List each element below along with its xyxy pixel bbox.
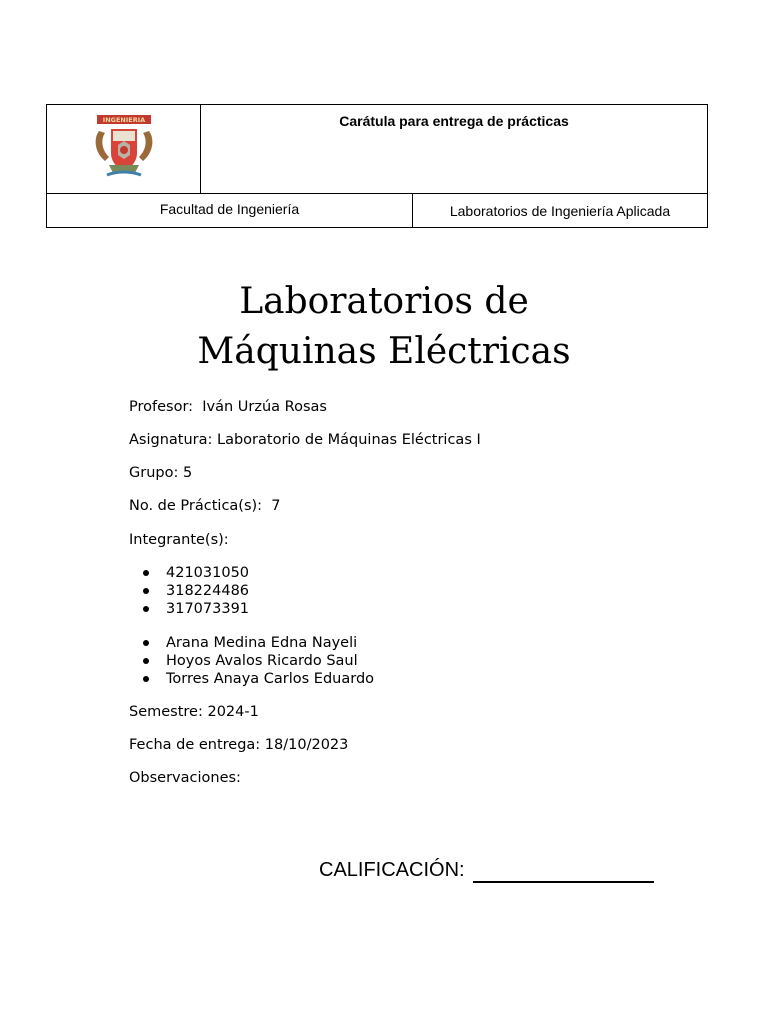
main-title-line-2: Máquinas Eléctricas: [197, 331, 571, 372]
grupo-field: Grupo: 5: [129, 465, 193, 481]
header-row-2: [47, 193, 707, 227]
faculty-name: Facultad de Ingeniería: [47, 194, 413, 228]
fecha-field: Fecha de entrega: 18/10/2023: [129, 737, 349, 753]
list-item: 317073391: [143, 600, 249, 618]
list-item: Torres Anaya Carlos Eduardo: [143, 670, 374, 688]
members-list: [143, 634, 374, 688]
unam-ingenieria-logo-icon: [91, 113, 157, 181]
calificacion-label: CALIFICACIÓN:: [319, 859, 465, 881]
list-item: Hoyos Avalos Ricardo Saul: [143, 652, 374, 670]
observaciones-label: Observaciones:: [129, 770, 241, 786]
calificacion-block: [319, 857, 654, 883]
semestre-field: Semestre: 2024-1: [129, 704, 259, 720]
cover-title: Carátula para entrega de prácticas: [339, 113, 569, 129]
list-item: 421031050: [143, 564, 249, 582]
integrantes-label: Integrante(s):: [129, 532, 229, 548]
asignatura-field: Asignatura: Laboratorio de Máquinas Eléctricas I: [129, 432, 481, 448]
account-numbers-list: [143, 564, 249, 618]
faculty-logo: [91, 113, 157, 181]
title-cell: [201, 105, 707, 193]
labs-name: Laboratorios de Ingeniería Aplicada: [449, 203, 671, 219]
calificacion-blank-line: [473, 861, 654, 883]
profesor-field: Profesor: Iván Urzúa Rosas: [129, 399, 327, 415]
main-title-line-1: Laboratorios de: [239, 281, 529, 322]
list-item: Arana Medina Edna Nayeli: [143, 634, 374, 652]
logo-cell: [47, 105, 201, 193]
list-item: 318224486: [143, 582, 249, 600]
header-table: [46, 104, 708, 228]
practica-field: No. de Práctica(s): 7: [129, 498, 281, 514]
svg-text:INGENIERIA: INGENIERIA: [102, 116, 146, 124]
